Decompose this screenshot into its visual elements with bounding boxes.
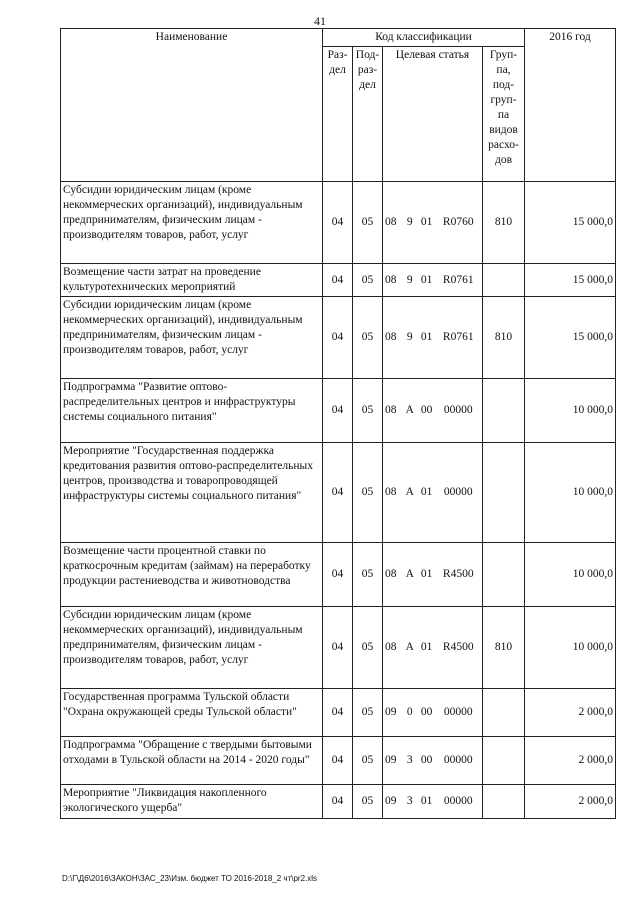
target-code-program: 08 — [385, 568, 397, 580]
target-code-direction: R0761 — [442, 331, 474, 343]
target-code-activity: 00 — [420, 706, 433, 718]
row-subsection: 05 — [353, 264, 383, 297]
row-target-article — [383, 543, 483, 607]
row-target-article — [383, 443, 483, 543]
target-article-code — [385, 485, 480, 500]
row-amount: 15 000,0 — [525, 264, 616, 297]
row-target-article — [383, 737, 483, 785]
row-section: 04 — [323, 737, 353, 785]
target-code-direction: 00000 — [443, 706, 473, 718]
row-subsection: 05 — [353, 443, 383, 543]
table-row — [61, 607, 616, 689]
target-code-direction: 00000 — [443, 486, 473, 498]
target-article-code — [385, 567, 480, 582]
row-section: 04 — [323, 264, 353, 297]
target-article-code — [385, 215, 480, 230]
row-target-article — [383, 379, 483, 443]
header-name: Наименование — [61, 29, 323, 182]
target-code-direction: 00000 — [443, 404, 473, 416]
table-row — [61, 182, 616, 264]
row-name: Подпрограмма "Обращение с твердыми бытовыми отходами в Тульской области на 2014 - 2020 годы" — [61, 737, 323, 785]
target-code-activity: 01 — [420, 795, 433, 807]
row-expense-group — [483, 264, 525, 297]
row-name: Возмещение части процентной ставки по краткосрочным кредитам (займам) на переработку продукции растениеводства и животноводства — [61, 543, 323, 607]
target-code-direction: R4500 — [442, 641, 474, 653]
target-code-subprogram: А — [405, 568, 414, 580]
target-code-subprogram: 3 — [406, 795, 413, 807]
table-row — [61, 543, 616, 607]
row-amount: 10 000,0 — [525, 443, 616, 543]
row-section: 04 — [323, 182, 353, 264]
row-section: 04 — [323, 785, 353, 819]
target-code-subprogram: 9 — [406, 273, 413, 286]
row-name: Субсидии юридическим лицам (кроме некоммерческих организаций), индивидуальным предпринимателям, физическим лицам - производителям товаров, работ, услуг — [61, 297, 323, 379]
row-expense-group: 810 — [483, 297, 525, 379]
row-expense-group — [483, 379, 525, 443]
target-code-direction: R4500 — [442, 568, 474, 580]
row-name: Государственная программа Тульской области "Охрана окружающей среды Тульской области" — [61, 689, 323, 737]
row-name: Субсидии юридическим лицам (кроме некоммерческих организаций), индивидуальным предпринимателям, физическим лицам - производителям товаров, работ, услуг — [61, 182, 323, 264]
target-article-code — [385, 794, 480, 809]
row-section: 04 — [323, 543, 353, 607]
table-row — [61, 443, 616, 543]
target-code-program: 08 — [385, 486, 397, 498]
target-code-program: 08 — [385, 404, 397, 416]
target-code-program: 09 — [385, 754, 397, 766]
target-code-activity: 01 — [420, 216, 433, 228]
page-number: 41 — [314, 14, 326, 28]
target-code-direction: R0760 — [442, 216, 474, 228]
target-code-subprogram: 3 — [406, 754, 413, 766]
table-row — [61, 297, 616, 379]
row-subsection: 05 — [353, 785, 383, 819]
target-code-program: 08 — [385, 273, 397, 286]
budget-table — [60, 28, 616, 819]
target-code-subprogram: А — [405, 486, 414, 498]
target-article-code — [385, 705, 480, 720]
target-code-program: 08 — [385, 331, 397, 343]
target-code-subprogram: А — [405, 641, 414, 653]
target-article-code — [385, 753, 480, 768]
row-amount: 2 000,0 — [525, 689, 616, 737]
target-code-activity: 01 — [420, 331, 433, 343]
row-subsection: 05 — [353, 182, 383, 264]
row-subsection: 05 — [353, 379, 383, 443]
target-code-subprogram: 9 — [406, 331, 413, 343]
row-target-article — [383, 297, 483, 379]
row-subsection: 05 — [353, 297, 383, 379]
table-row — [61, 689, 616, 737]
header-expense-group: Груп- па, под- груп- па видов расхо- дов — [483, 47, 525, 182]
row-expense-group: 810 — [483, 182, 525, 264]
row-amount: 10 000,0 — [525, 379, 616, 443]
row-section: 04 — [323, 297, 353, 379]
target-code-program: 09 — [385, 706, 397, 718]
row-amount: 2 000,0 — [525, 785, 616, 819]
target-code-subprogram: 9 — [406, 216, 413, 228]
table-row — [61, 379, 616, 443]
row-section: 04 — [323, 689, 353, 737]
target-code-activity: 00 — [420, 754, 433, 766]
row-amount: 15 000,0 — [525, 182, 616, 264]
row-section: 04 — [323, 379, 353, 443]
row-subsection: 05 — [353, 689, 383, 737]
row-subsection: 05 — [353, 737, 383, 785]
row-amount: 10 000,0 — [525, 607, 616, 689]
row-subsection: 05 — [353, 543, 383, 607]
table-row — [61, 737, 616, 785]
row-subsection: 05 — [353, 607, 383, 689]
row-name: Возмещение части затрат на проведение культуротехнических мероприятий — [61, 264, 323, 297]
header-code-group: Код классификации — [323, 29, 525, 47]
target-code-direction: 00000 — [443, 795, 473, 807]
row-section: 04 — [323, 607, 353, 689]
target-code-activity: 01 — [420, 486, 433, 498]
target-code-activity: 01 — [420, 568, 433, 580]
row-name: Мероприятие "Ликвидация накопленного экологического ущерба" — [61, 785, 323, 819]
header-year: 2016 год — [525, 29, 616, 182]
target-article-code — [385, 273, 480, 288]
target-code-direction: 00000 — [443, 754, 473, 766]
footer-file-path: D:\Г\Д6\2016\ЗАКОН\ЗАС_23\Изм. бюджет ТО 2016-2018_2 чт\pr2.xls — [62, 874, 318, 883]
target-code-activity: 01 — [420, 641, 433, 653]
row-name: Подпрограмма "Развитие оптово-распределительных центров и инфраструктуры системы социального питания" — [61, 379, 323, 443]
row-expense-group — [483, 443, 525, 543]
target-code-program: 08 — [385, 216, 397, 228]
table-row — [61, 785, 616, 819]
row-expense-group — [483, 543, 525, 607]
row-name: Мероприятие "Государственная поддержка кредитования развития оптово-распределительных центров, производства и товаропроводящей инфраструктуры системы социального питания" — [61, 443, 323, 543]
row-expense-group — [483, 689, 525, 737]
row-target-article — [383, 689, 483, 737]
header-row — [61, 29, 616, 47]
target-code-subprogram: 0 — [406, 706, 413, 718]
target-article-code — [385, 640, 480, 655]
row-name: Субсидии юридическим лицам (кроме некоммерческих организаций), индивидуальным предпринимателям, физическим лицам - производителям товаров, работ, услуг — [61, 607, 323, 689]
header-target-article: Целевая статья — [383, 47, 483, 182]
target-code-program: 08 — [385, 641, 397, 653]
row-expense-group — [483, 785, 525, 819]
row-amount: 10 000,0 — [525, 543, 616, 607]
target-code-activity: 00 — [420, 404, 433, 416]
row-section: 04 — [323, 443, 353, 543]
target-article-code — [385, 403, 480, 418]
row-target-article — [383, 785, 483, 819]
row-target-article — [383, 264, 483, 297]
row-amount: 2 000,0 — [525, 737, 616, 785]
target-code-program: 09 — [385, 795, 397, 807]
target-code-activity: 01 — [420, 273, 433, 286]
row-target-article — [383, 182, 483, 264]
target-code-direction: R0761 — [442, 273, 474, 286]
row-expense-group — [483, 737, 525, 785]
header-subsection: Под- раз- дел — [353, 47, 383, 182]
target-code-subprogram: А — [405, 404, 414, 416]
row-amount: 15 000,0 — [525, 297, 616, 379]
header-section: Раз- дел — [323, 47, 353, 182]
target-article-code — [385, 330, 480, 345]
table-row — [61, 264, 616, 297]
row-expense-group: 810 — [483, 607, 525, 689]
row-target-article — [383, 607, 483, 689]
